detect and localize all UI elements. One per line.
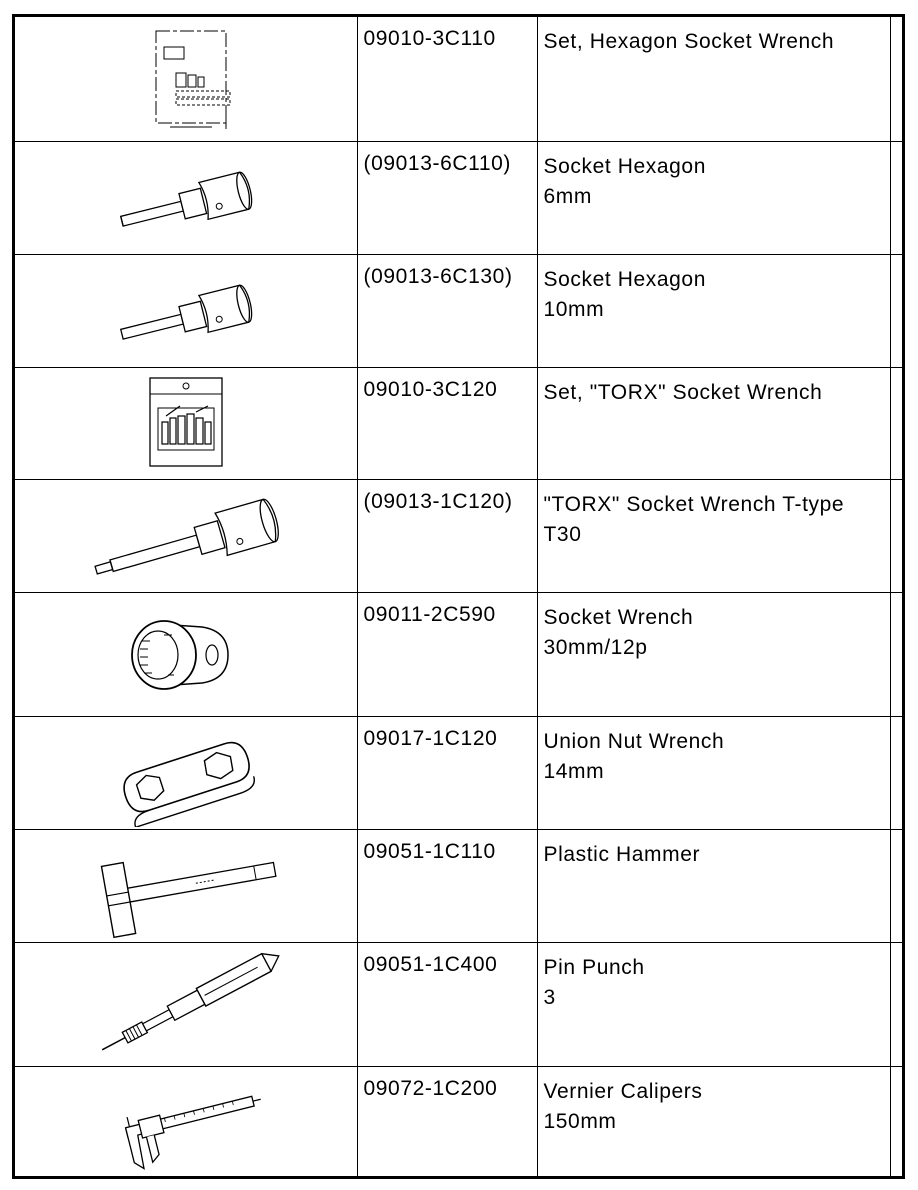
tool-detail: 30mm/12p	[543, 635, 648, 659]
socket-set-case-icon	[126, 17, 246, 137]
vernier-calipers-icon	[106, 1067, 266, 1177]
tool-name: Plastic Hammer	[543, 842, 701, 866]
part-number-cell	[357, 479, 537, 592]
description-cell	[537, 592, 890, 716]
description-cell	[537, 141, 890, 254]
part-number-cell	[357, 141, 537, 254]
tool-name: Set, "TORX" Socket Wrench	[543, 380, 823, 404]
part-number: 09010-3C120	[363, 377, 498, 401]
tool-illustration-cell	[15, 17, 357, 141]
description-cell	[537, 1066, 890, 1177]
part-number: 09011-2C590	[363, 602, 496, 626]
table-row	[15, 479, 905, 592]
special-tools-table	[15, 17, 905, 1177]
tool-name: Socket Wrench	[543, 605, 694, 629]
tool-table-frame	[12, 14, 905, 1179]
table-row	[15, 592, 905, 716]
tool-detail	[544, 408, 890, 438]
tool-detail	[544, 57, 890, 87]
socket-wrench-icon	[116, 593, 256, 713]
tool-detail	[544, 870, 890, 900]
blank-cell	[890, 942, 905, 1066]
table-row	[15, 829, 905, 942]
tool-illustration-cell	[15, 141, 357, 254]
tool-illustration-cell	[15, 479, 357, 592]
union-nut-wrench-icon	[111, 717, 261, 827]
blank-cell	[890, 479, 905, 592]
part-number: 09072-1C200	[363, 1076, 498, 1100]
table-row	[15, 141, 905, 254]
part-number: 09051-1C110	[363, 839, 496, 863]
table-row	[15, 367, 905, 479]
tool-name: Union Nut Wrench	[543, 729, 725, 753]
plastic-hammer-icon	[86, 830, 286, 940]
tool-detail: T30	[543, 522, 582, 546]
blank-cell	[890, 829, 905, 942]
part-number-cell	[357, 254, 537, 367]
tool-name: Socket Hexagon	[543, 267, 706, 291]
part-number: (09013-1C120)	[363, 489, 513, 513]
part-number-cell	[357, 592, 537, 716]
part-number: 09017-1C120	[363, 726, 498, 750]
part-number: 09051-1C400	[363, 952, 498, 976]
tool-detail: 150mm	[543, 1109, 617, 1133]
table-row	[15, 254, 905, 367]
table-row	[15, 942, 905, 1066]
blank-cell	[890, 254, 905, 367]
tool-name: Set, Hexagon Socket Wrench	[543, 30, 835, 53]
hex-socket-icon	[106, 142, 266, 252]
blank-cell	[890, 17, 905, 141]
description-cell	[537, 942, 890, 1066]
tool-illustration-cell	[15, 592, 357, 716]
tool-name: "TORX" Socket Wrench T-type	[543, 492, 845, 516]
tool-name: Socket Hexagon	[543, 154, 706, 178]
description-cell	[537, 17, 890, 141]
blank-cell	[890, 141, 905, 254]
blank-cell	[890, 1066, 905, 1177]
description-cell	[537, 716, 890, 829]
part-number: (09013-6C110)	[363, 151, 511, 175]
tool-illustration-cell	[15, 254, 357, 367]
tool-detail: 14mm	[543, 759, 605, 783]
tool-detail: 10mm	[543, 297, 605, 321]
part-number: (09013-6C130)	[363, 264, 513, 288]
hex-socket-icon	[106, 255, 266, 365]
table-row	[15, 1066, 905, 1177]
part-number-cell	[357, 1066, 537, 1177]
torx-set-case-icon	[136, 368, 236, 478]
tool-illustration-cell	[15, 829, 357, 942]
part-number-cell	[357, 716, 537, 829]
blank-cell	[890, 716, 905, 829]
description-cell	[537, 367, 890, 479]
torx-socket-icon	[76, 480, 296, 590]
tool-detail: 6mm	[543, 184, 592, 208]
description-cell	[537, 829, 890, 942]
tool-name: Pin Punch	[543, 955, 645, 979]
blank-cell	[890, 367, 905, 479]
description-cell	[537, 254, 890, 367]
blank-cell	[890, 592, 905, 716]
part-number-cell	[357, 17, 537, 141]
part-number-cell	[357, 942, 537, 1066]
description-cell	[537, 479, 890, 592]
pin-punch-icon	[86, 943, 286, 1063]
tool-detail: 3	[543, 985, 556, 1009]
table-row	[15, 716, 905, 829]
part-number-cell	[357, 367, 537, 479]
part-number-cell	[357, 829, 537, 942]
tool-illustration-cell	[15, 942, 357, 1066]
tool-illustration-cell	[15, 1066, 357, 1177]
tool-illustration-cell	[15, 367, 357, 479]
part-number: 09010-3C110	[363, 27, 496, 50]
table-row	[15, 17, 905, 141]
tool-name: Vernier Calipers	[543, 1079, 703, 1103]
tool-illustration-cell	[15, 716, 357, 829]
